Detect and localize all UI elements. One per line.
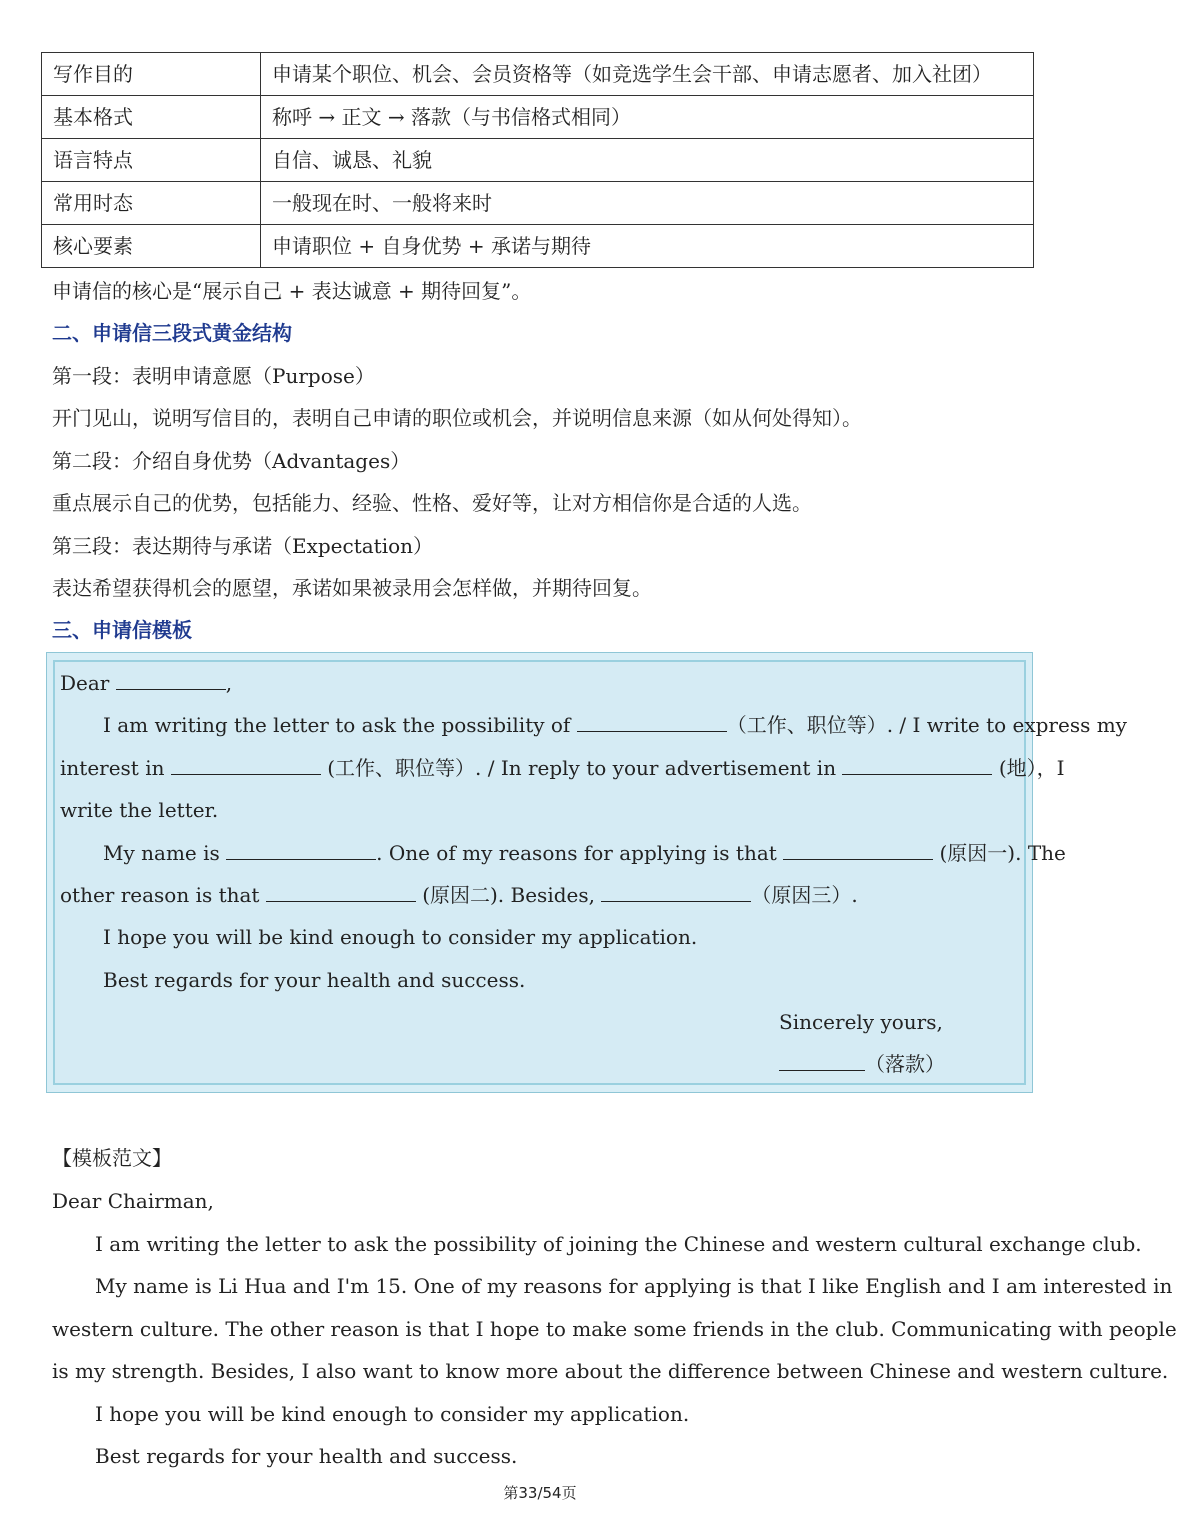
template-text: (原因一). The <box>939 841 1066 865</box>
section-heading-structure: 二、申请信三段式黄金结构 <box>52 321 292 345</box>
template-line-1 <box>103 710 1127 740</box>
paragraph-2-text: 重点展示自己的优势，包括能力、经验、性格、爱好等，让对方相信你是合适的人选。 <box>52 491 812 515</box>
template-line-2 <box>60 753 1065 783</box>
blank-line <box>116 671 226 690</box>
sample-line-1: I am writing the letter to ask the possibility of joining the Chinese and western cultural exchange club. <box>95 1232 1142 1256</box>
template-signature <box>779 1049 945 1079</box>
sample-heading: 【模板范文】 <box>52 1146 172 1170</box>
template-closing: Sincerely yours, <box>779 1010 943 1034</box>
row-value: 自信、诚恳、礼貌 <box>261 139 1034 182</box>
sample-line-6: Best regards for your health and success. <box>95 1444 518 1468</box>
blank-line <box>783 841 933 860</box>
row-label: 基本格式 <box>42 96 261 139</box>
template-text: （落款） <box>865 1052 945 1076</box>
sample-line-5: I hope you will be kind enough to consider my application. <box>95 1402 690 1426</box>
paragraph-1-title: 第一段：表明申请意愿（Purpose） <box>52 364 375 388</box>
table-row <box>42 182 1034 225</box>
core-note: 申请信的核心是“展示自己 + 表达诚意 + 期待回复”。 <box>52 279 532 303</box>
row-value: 称呼 → 正文 → 落款（与书信格式相同） <box>261 96 1034 139</box>
sample-line-2: My name is Li Hua and I'm 15. One of my reasons for applying is that I like English and I am interested in <box>95 1274 1173 1298</box>
paragraph-3-text: 表达希望获得机会的愿望，承诺如果被录用会怎样做，并期待回复。 <box>52 576 652 600</box>
paragraph-2-title: 第二段：介绍自身优势（Advantages） <box>52 449 411 473</box>
dear-text: Dear <box>60 671 110 695</box>
template-text: other reason is that <box>60 883 260 907</box>
template-text: interest in <box>60 756 165 780</box>
row-label: 核心要素 <box>42 225 261 268</box>
template-text: （原因三）. <box>751 883 858 907</box>
table-row <box>42 96 1034 139</box>
template-line-3: write the letter. <box>60 798 219 822</box>
paragraph-1-text: 开门见山，说明写信目的，表明自己申请的职位或机会，并说明信息来源（如从何处得知）。 <box>52 406 862 430</box>
comma-text: , <box>225 671 233 695</box>
table-row <box>42 225 1034 268</box>
template-line-4 <box>103 838 1066 868</box>
blank-line <box>779 1052 865 1071</box>
template-greeting <box>60 668 232 698</box>
template-text: (地），I <box>998 756 1065 780</box>
sample-line-3: western culture. The other reason is that I hope to make some friends in the club. Communicating with people <box>52 1317 1177 1341</box>
row-value: 申请某个职位、机会、会员资格等（如竞选学生会干部、申请志愿者、加入社团） <box>261 53 1034 96</box>
row-label: 常用时态 <box>42 182 261 225</box>
blank-line <box>601 883 751 902</box>
summary-table <box>41 52 1034 268</box>
blank-line <box>226 841 376 860</box>
template-line-7: Best regards for your health and success. <box>103 968 526 992</box>
template-text: I am writing the letter to ask the possibility of <box>103 713 571 737</box>
blank-line <box>266 883 416 902</box>
table-row <box>42 53 1034 96</box>
template-text: （工作、职位等）. / I write to express my <box>726 713 1127 737</box>
row-label: 语言特点 <box>42 139 261 182</box>
paragraph-3-title: 第三段：表达期待与承诺（Expectation） <box>52 534 434 558</box>
page-number: 第33/54页 <box>503 1484 577 1502</box>
blank-line <box>577 713 727 732</box>
template-line-5 <box>60 880 858 910</box>
table-row <box>42 139 1034 182</box>
blank-line <box>171 756 321 775</box>
row-value: 一般现在时、一般将来时 <box>261 182 1034 225</box>
template-text: . One of my reasons for applying is that <box>376 841 777 865</box>
template-line-6: I hope you will be kind enough to consider my application. <box>103 925 698 949</box>
row-label: 写作目的 <box>42 53 261 96</box>
template-text: (原因二). Besides, <box>422 883 595 907</box>
sample-greeting: Dear Chairman, <box>52 1189 214 1213</box>
template-text: (工作、职位等）. / In reply to your advertisement in <box>327 756 837 780</box>
row-value: 申请职位 + 自身优势 + 承诺与期待 <box>261 225 1034 268</box>
section-heading-template: 三、申请信模板 <box>52 618 192 642</box>
template-text: My name is <box>103 841 220 865</box>
blank-line <box>842 756 992 775</box>
sample-line-4: is my strength. Besides, I also want to know more about the difference between Chinese and western culture. <box>52 1359 1169 1383</box>
